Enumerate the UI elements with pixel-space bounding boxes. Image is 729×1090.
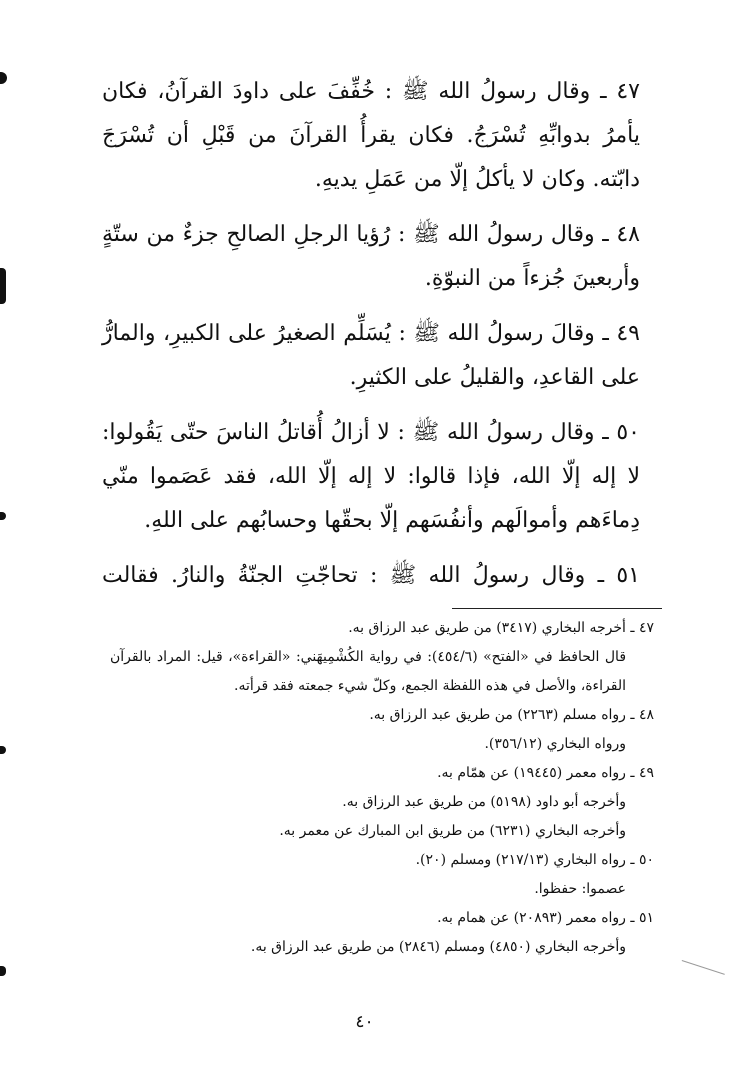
footnote-49-extra: وأخرجه البخاري (٦٢٣١) من طريق ابن المبارك عن معمر به. <box>279 823 626 839</box>
footnote-47-comment: قال الحافظ في «الفتح» (٤٥٤/٦): في رواية الكُشْمِيهَني: «القراءة»، قيل: المراد بالقرآن القراءة، والأصل في هذه اللفظة الجمع، وكلّ شيء جمعته فقد قرأته. <box>110 649 627 694</box>
footnote-51: ٥١ ـ رواه معمر (٢٠٨٩٣) عن همام به. <box>437 910 654 926</box>
footnote-50: ٥٠ ـ رواه البخاري (٢١٧/١٣) ومسلم (٢٠). <box>415 852 654 868</box>
footnote-49-extra: وأخرجه أبو داود (٥١٩٨) من طريق عبد الرزاق به. <box>342 794 626 810</box>
hadith-text <box>102 70 640 609</box>
scan-edge-line <box>682 960 725 975</box>
hadith-47: ٤٧ ـ وقال رسولُ الله ﷺ : خُفِّفَ على داودَ القرآنُ، فكان يأمرُ بدوابِّهِ تُسْرَجُ. فكان يقرأُ القرآنَ من قَبْلِ أن تُسْرَجَ دابّته. وكان لا يأكلُ إلّا من عَمَلِ يديهِ. <box>102 79 640 192</box>
scan-edge-mark <box>0 268 6 304</box>
scan-edge-mark <box>0 512 6 520</box>
footnote-49: ٤٩ ـ رواه معمر (١٩٤٤٥) عن همّام به. <box>437 765 654 781</box>
footnote-48-extra: ورواه البخاري (٣٥٦/١٢). <box>484 736 626 752</box>
scan-edge-mark <box>0 746 6 754</box>
hadith-49: ٤٩ ـ وقالَ رسولُ الله ﷺ : يُسَلِّم الصغيرُ على الكبيرِ، والمارُّ على القاعدِ، والقليلُ على الكثيرِ. <box>102 321 640 390</box>
hadith-51: ٥١ ـ وقال رسولُ الله ﷺ : تحاجّتِ الجنّةُ والنارُ. فقالت <box>102 563 640 588</box>
footnotes <box>110 614 654 962</box>
page-number: ٤٠ <box>355 1012 374 1032</box>
hadith-48: ٤٨ ـ وقال رسولُ الله ﷺ : رُؤيا الرجلِ الصالحِ جزءٌ من ستّةٍ وأربعينَ جُزءاً من النبوّةِ. <box>102 222 640 291</box>
footnote-48: ٤٨ ـ رواه مسلم (٢٢٦٣) من طريق عبد الرزاق به. <box>369 707 654 723</box>
footnote-51-extra: وأخرجه البخاري (٤٨٥٠) ومسلم (٢٨٤٦) من طريق عبد الرزاق به. <box>250 939 626 955</box>
footnote-47: ٤٧ ـ أخرجه البخاري (٣٤١٧) من طريق عبد الرزاق به. <box>348 620 654 636</box>
footnote-50-gloss: عصموا: حفظوا. <box>534 881 626 897</box>
footnote-separator <box>452 608 662 609</box>
hadith-50: ٥٠ ـ وقال رسولُ الله ﷺ : لا أزالُ أُقاتلُ الناسَ حتّى يَقُولوا: لا إله إلّا الله، فإذا قالوا: لا إله إلّا الله، فقد عَصَموا منّي دِماءَهم وأموالَهم وأنفُسَهم إلّا بحقّها وحسابُهم على اللهِ. <box>102 420 640 533</box>
scan-edge-mark <box>0 966 6 976</box>
scan-edge-mark <box>0 72 7 84</box>
